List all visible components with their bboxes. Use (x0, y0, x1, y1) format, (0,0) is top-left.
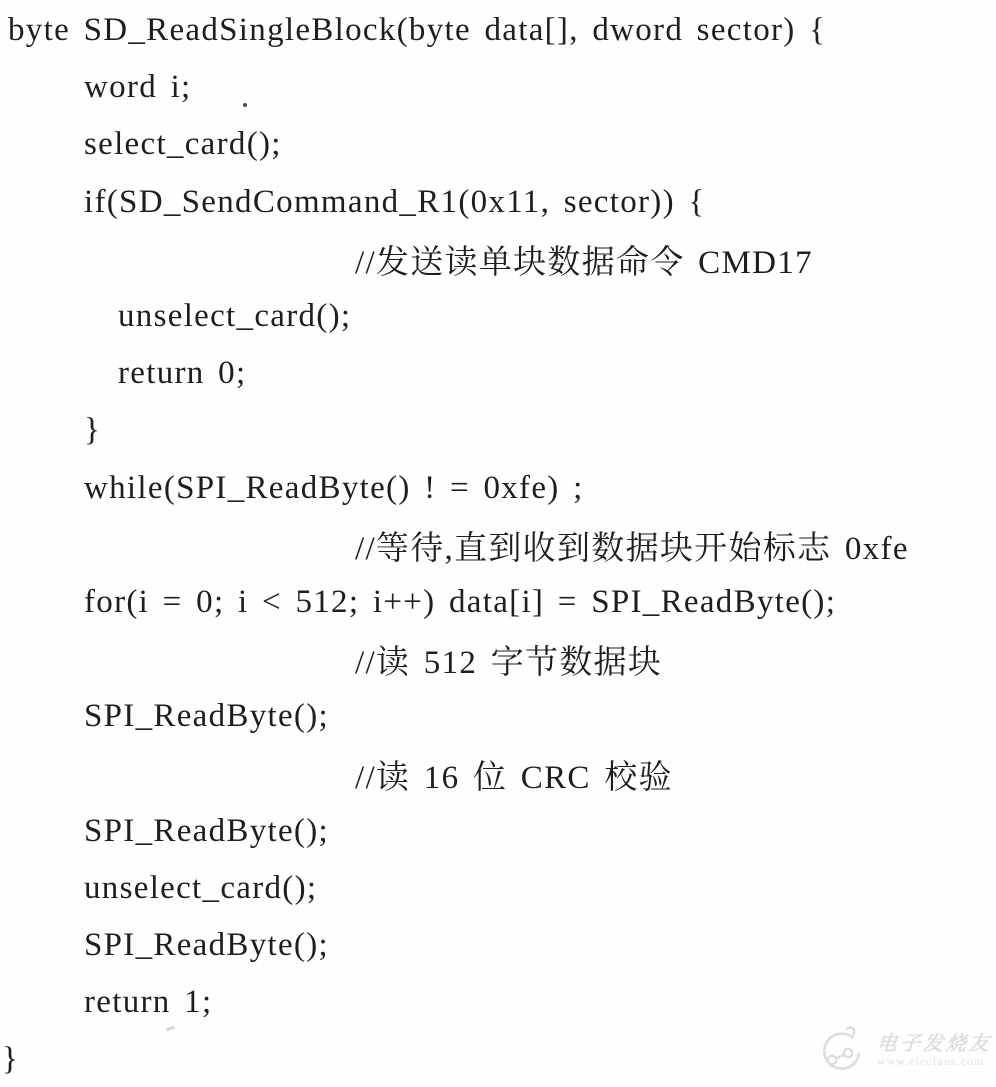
code-comment-line: //读 16 位 CRC 校验 (355, 759, 673, 796)
watermark-url: www.elecfans.com (877, 1054, 985, 1069)
code-line: SPI_ReadByte(); (84, 698, 329, 735)
code-line: byte SD_ReadSingleBlock(byte data[], dword sector) { (8, 12, 827, 49)
scan-speck (243, 103, 247, 107)
code-line: unselect_card(); (118, 298, 352, 335)
code-line: for(i = 0; i < 512; i++) data[i] = SPI_ReadByte(); (84, 583, 837, 620)
watermark (819, 1023, 992, 1079)
code-line: select_card(); (84, 126, 282, 163)
code-comment-line: //等待,直到收到数据块开始标志 0xfe (355, 530, 909, 567)
code-line: word i; (84, 69, 192, 106)
code-line: unselect_card(); (84, 869, 318, 906)
code-line: while(SPI_ReadByte() ! = 0xfe) ; (84, 469, 584, 506)
code-line: if(SD_SendCommand_R1(0x11, sector)) { (84, 183, 706, 220)
code-comment-line: //发送读单块数据命令 CMD17 (355, 244, 813, 281)
watermark-brand: 电子发烧友 (875, 1033, 994, 1056)
code-line: return 1; (84, 984, 213, 1021)
elecfans-logo-icon (819, 1023, 871, 1079)
code-block (0, 2, 996, 1087)
code-line: return 0; (118, 355, 247, 392)
code-line: SPI_ReadByte(); (84, 927, 329, 964)
watermark-text (877, 1033, 992, 1068)
code-line: } (2, 1041, 20, 1078)
code-line: } (84, 412, 102, 449)
code-line: SPI_ReadByte(); (84, 812, 329, 849)
code-comment-line: //读 512 字节数据块 (355, 645, 663, 682)
